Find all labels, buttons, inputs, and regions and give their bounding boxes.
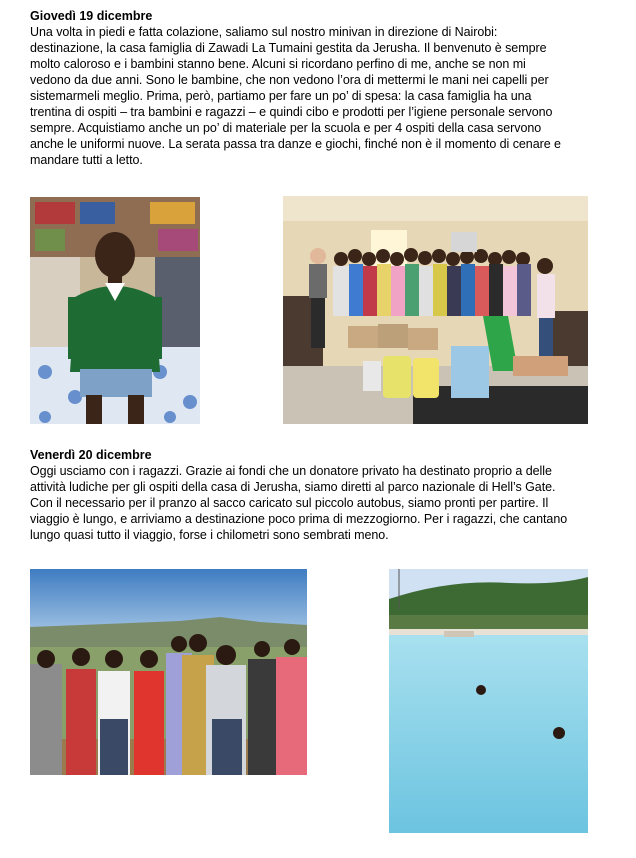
paragraph-line: Con il necessario per il pranzo al sacco caricato sul piccolo autobus, siamo pronti per partire. Il xyxy=(30,496,549,510)
paragraph-line: mandare tutti a letto. xyxy=(30,153,143,167)
paragraph-line: lungo quasi tutto il viaggio, forse i chilometri sono sembrati meno. xyxy=(30,528,389,542)
boy-uniform-photo xyxy=(30,197,200,424)
paragraph-line: sistemarmeli meglio. Prima, però, partiamo per fare un po’ di spesa: la casa famiglia ha una xyxy=(30,89,532,103)
paragraph-line: molto caloroso e i bambini stanno bene. Alcuni si ricordano perfino di me, anche se non mi xyxy=(30,57,526,71)
paragraph-line: vedono da due anni. Sono le bambine, che non vedono l’ora di mettermi le mani nei capelli per xyxy=(30,73,549,87)
viewpoint-children-photo xyxy=(30,569,307,775)
pool-photo xyxy=(389,569,588,833)
section2-heading: Venerdì 20 dicembre xyxy=(30,448,152,462)
paragraph-line: Oggi usciamo con i ragazzi. Grazie ai fondi che un donatore privato ha destinato proprio a delle xyxy=(30,464,552,478)
group-supplies-photo xyxy=(283,196,588,424)
paragraph-line: sempre. Acquistiamo anche un po’ di materiale per la scuola e per 4 ospiti della casa servono xyxy=(30,121,542,135)
paragraph-line: attività ludiche per gli ospiti della casa di Jerusha, siamo diretti al parco nazionale di Hell’s Gate. xyxy=(30,480,556,494)
paragraph-line: destinazione, la casa famiglia di Zawadi La Tumaini gestita da Jerusha. Il benvenuto è sempre xyxy=(30,41,547,55)
paragraph-line: anche le uniformi nuove. La serata passa tra danze e giochi, finché non è il momento di cenare e xyxy=(30,137,561,151)
paragraph-line: Una volta in piedi e fatta colazione, saliamo sul nostro minivan in direzione di Nairobi: xyxy=(30,25,498,39)
paragraph-line: trentina di ospiti – tra bambini e ragazzi – e quindi cibo e prodotti per l’igiene personale servono xyxy=(30,105,553,119)
section2-paragraph xyxy=(30,463,610,543)
section1-heading: Giovedì 19 dicembre xyxy=(30,9,153,23)
section1-paragraph xyxy=(30,24,610,168)
paragraph-line: viaggio è lungo, e arriviamo a destinazione poco prima di mezzogiorno. Per i ragazzi, che cantano xyxy=(30,512,568,526)
